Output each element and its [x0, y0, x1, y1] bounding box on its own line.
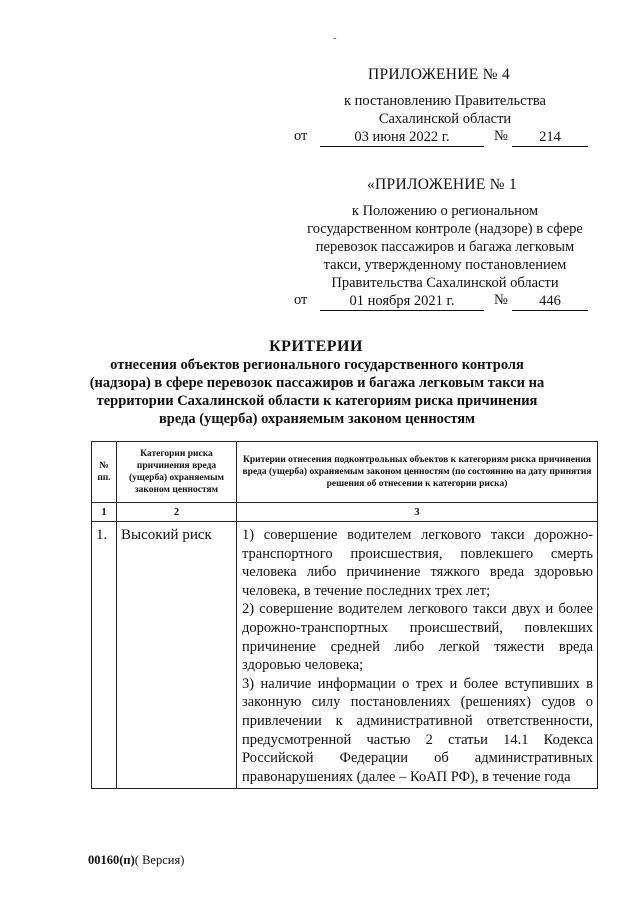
header-risk-category: Категории риска причинения вреда (ущерба) охраняемым законом ценностям: [117, 442, 237, 503]
table-header-row: [92, 442, 598, 503]
appendix-title: ПРИЛОЖЕНИЕ № 4: [368, 66, 511, 83]
appendix-line-1: к постановлению Правительства: [344, 93, 546, 109]
document-subtitle: отнесения объектов регионального государственного контроля (надзора) в сфере перевозок пассажиров и багажа легковым такси на территории Сахалинской области к категориям риска причинения вреда (ущерба) охраняемым законом ценностям: [89, 357, 545, 427]
criterion-item-1: 1) совершение водителем легкового такси дорожно-транспортного происшествия, повлекшего смерть человека либо причинение тяжкого вреда здоровью человека, в течение последних трех лет;: [242, 527, 593, 599]
inner-appendix-line-1: к Положению о региональном: [351, 203, 539, 219]
appendix-line-2: Сахалинской области: [378, 111, 512, 127]
table-row: [92, 522, 598, 789]
scan-mark: -: [333, 32, 337, 44]
row-number: 1.: [92, 522, 117, 789]
column-number-3: 3: [237, 503, 598, 522]
header-criteria: Критерии отнесения подконтрольных объектов к категориям риска причинения вреда (ущерба) охраняемым законом ценностям (по состоянию на дату принятия решения об отнесении к категории риска): [237, 442, 598, 503]
inner-appendix-from-label: от: [294, 292, 308, 308]
inner-appendix-line-3: перевозок пассажиров и багажа легковым: [315, 239, 575, 255]
inner-appendix-date: 01 ноября 2021 г.: [320, 292, 484, 311]
appendix-number: 214: [512, 128, 588, 147]
row-criteria: [237, 522, 598, 789]
inner-appendix-number: 446: [512, 292, 588, 311]
criterion-item-2: 2) совершение водителем легкового такси двух и более дорожно-транспортных происшествий, повлекших причинение средней либо легкой тяжести вреда здоровью человека;: [242, 601, 593, 674]
criteria-table: [91, 441, 598, 789]
appendix-date: 03 июня 2022 г.: [320, 128, 484, 147]
footer-version: ( Версия): [134, 853, 185, 867]
footer-document-code: 00160(п): [88, 853, 135, 867]
column-number-row: [92, 503, 598, 522]
footer-code: [88, 853, 184, 868]
appendix-from-label: от: [294, 128, 308, 144]
document-title: КРИТЕРИИ: [269, 338, 363, 355]
column-number-1: 1: [92, 503, 117, 522]
inner-appendix-number-label: №: [494, 292, 508, 308]
inner-appendix-line-4: такси, утвержденному постановлением: [323, 257, 567, 273]
criterion-item-3: 3) наличие информации о трех и более вступивших в законную силу постановлениях (решениях) судов о привлечении к административной ответственности, предусмотренной частью 2 статьи 14.1 Кодекса Российской Федерации об административных правонарушениях (далее – КоАП РФ), в течение года: [242, 675, 593, 785]
inner-appendix-line-5: Правительства Сахалинской области: [331, 275, 559, 291]
appendix-number-label: №: [494, 128, 508, 144]
column-number-2: 2: [117, 503, 237, 522]
header-number: № пп.: [92, 442, 117, 503]
inner-appendix-title: «ПРИЛОЖЕНИЕ № 1: [367, 176, 518, 193]
inner-appendix-line-2: государственном контроле (надзоре) в сфере: [307, 221, 583, 237]
row-risk-category: Высокий риск: [117, 522, 237, 789]
